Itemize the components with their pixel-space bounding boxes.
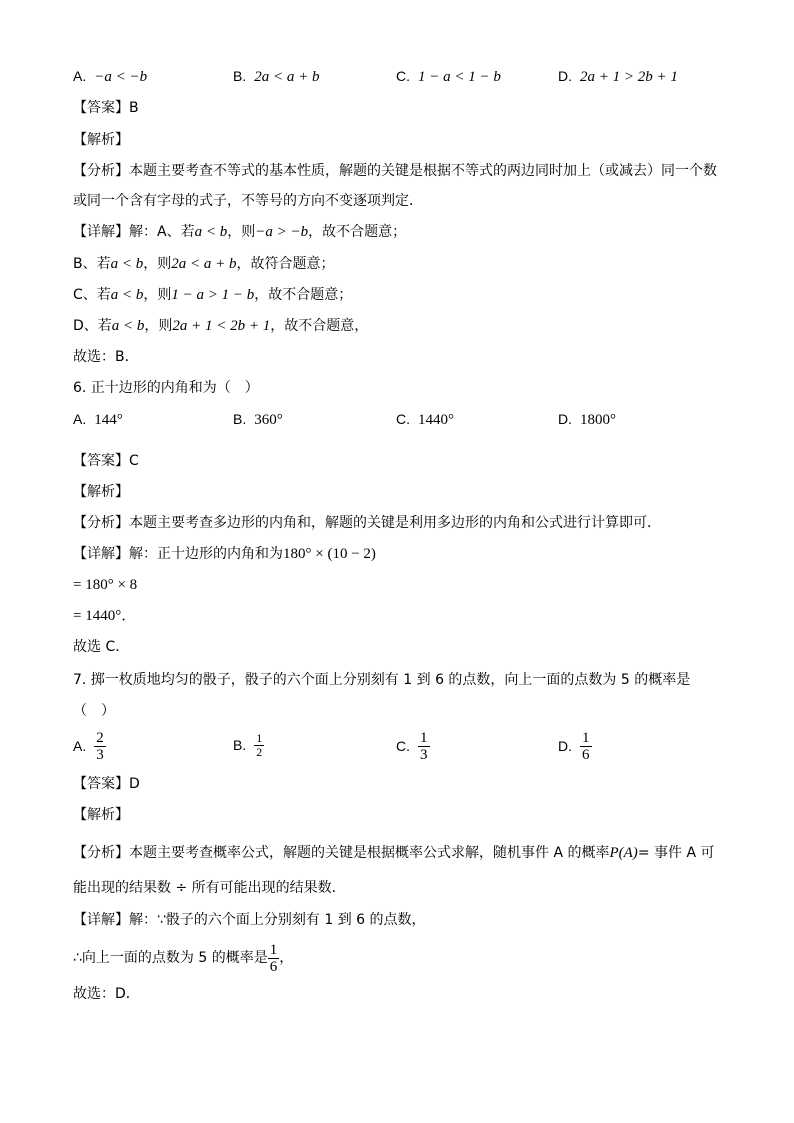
q7-detail-line-1: 【详解】解：∵骰子的六个面上分别刻有 1 到 6 的点数， bbox=[73, 912, 426, 928]
fraction bbox=[268, 942, 280, 975]
numerator: 1 bbox=[420, 730, 428, 746]
q5-detail-c bbox=[73, 285, 352, 305]
fraction bbox=[94, 730, 106, 763]
text: ，则 bbox=[143, 287, 172, 303]
option-label: B. bbox=[233, 411, 247, 427]
numerator: 1 bbox=[256, 731, 263, 745]
option-label: B. bbox=[233, 736, 247, 753]
math: a < b bbox=[110, 256, 144, 272]
denominator: 6 bbox=[582, 747, 590, 763]
fraction bbox=[254, 732, 264, 759]
q7-analysis-line-2: 能出现的结果数 ÷ 所有可能出现的结果数． bbox=[73, 880, 346, 896]
q6-analysis: 【分析】本题主要考查多边形的内角和，解题的关键是利用多边形的内角和公式进行计算即可． bbox=[73, 515, 661, 531]
numerator: 2 bbox=[96, 730, 104, 746]
text: 【详解】解：A、若 bbox=[73, 224, 195, 240]
q6-answer: 【答案】C bbox=[73, 453, 139, 469]
q6-step-1: = 180° × 8 bbox=[73, 577, 138, 593]
q7-stem-line-1: 7. 掷一枚质地均匀的骰子，骰子的六个面上分别刻有 1 到 6 的点数，向上一面的点数为 5 的概率是 bbox=[73, 672, 691, 688]
q5-detail-a bbox=[73, 222, 406, 242]
q7-option-d bbox=[558, 730, 592, 763]
q5-detail-b bbox=[73, 254, 334, 274]
q6-option-a bbox=[73, 409, 123, 430]
denominator: 2 bbox=[256, 745, 263, 759]
text: ，则 bbox=[144, 318, 173, 334]
fraction bbox=[580, 730, 592, 763]
q5-option-d bbox=[558, 66, 678, 87]
q7-stem-line-2: （ ） bbox=[73, 703, 115, 719]
q6-detail bbox=[73, 544, 376, 564]
option-label: A. bbox=[73, 737, 87, 754]
q5-analysis-heading: 【解析】 bbox=[73, 132, 129, 148]
math: 2a + 1 < 2b + 1 bbox=[172, 318, 271, 334]
math: a < b bbox=[110, 287, 144, 303]
numerator: 1 bbox=[269, 941, 278, 958]
option-expr: 2a < a + b bbox=[254, 69, 320, 85]
text: 【分析】本题主要考查概率公式，解题的关键是根据概率公式求解，随机事件 A 的概率 bbox=[73, 845, 610, 861]
q6-option-c bbox=[396, 409, 454, 430]
option-label: A. bbox=[73, 68, 87, 84]
option-label: D. bbox=[558, 411, 572, 427]
math: a < b bbox=[194, 224, 228, 240]
q6-step-2: = 1440°． bbox=[73, 608, 137, 624]
math: 2a < a + b bbox=[171, 256, 237, 272]
q6-option-b bbox=[233, 409, 283, 430]
option-expr: 1 − a < 1 − b bbox=[418, 69, 501, 85]
option-label: C. bbox=[396, 411, 410, 427]
text: ，故不合题意； bbox=[254, 287, 353, 303]
option-expr: 2a + 1 > 2b + 1 bbox=[580, 69, 678, 85]
option-value: 144° bbox=[94, 412, 123, 428]
fraction bbox=[418, 730, 430, 763]
q5-detail-d bbox=[73, 316, 368, 336]
q6-choose: 故选 C． bbox=[73, 639, 130, 655]
q6-analysis-heading: 【解析】 bbox=[73, 484, 129, 500]
math: 180° × (10 − 2) bbox=[283, 546, 376, 562]
option-label: A. bbox=[73, 411, 87, 427]
q5-answer: 【答案】B bbox=[73, 100, 139, 116]
option-label: D. bbox=[558, 68, 572, 84]
option-label: C. bbox=[396, 737, 410, 754]
denominator: 3 bbox=[420, 747, 428, 763]
option-value: 360° bbox=[254, 412, 283, 428]
option-label: D. bbox=[558, 737, 572, 754]
text: ，故符合题意； bbox=[236, 256, 335, 272]
q7-choose: 故选：D． bbox=[73, 986, 140, 1002]
text: = 事件 A 可 bbox=[637, 845, 715, 861]
denominator: 3 bbox=[96, 747, 104, 763]
text: D、若 bbox=[73, 318, 112, 334]
q5-analysis-line-1: 【分析】本题主要考查不等式的基本性质，解题的关键是根据不等式的两边同时加上（或减去）同一个数 bbox=[73, 163, 717, 179]
q7-option-c bbox=[396, 730, 430, 763]
option-label: B. bbox=[233, 68, 247, 84]
text: ， bbox=[279, 950, 294, 966]
q6-option-d bbox=[558, 409, 616, 430]
q5-analysis-line-2: 或同一个含有字母的式子，不等号的方向不变逐项判定． bbox=[73, 193, 423, 209]
text: B、若 bbox=[73, 256, 111, 272]
q7-analysis-heading: 【解析】 bbox=[73, 807, 129, 823]
denominator: 6 bbox=[269, 958, 278, 975]
option-value: 1800° bbox=[580, 412, 616, 428]
option-expr: −a < −b bbox=[94, 69, 148, 85]
math: P(A) bbox=[609, 845, 638, 861]
q7-option-a bbox=[73, 730, 106, 763]
math: 1 − a > 1 − b bbox=[171, 287, 255, 303]
option-label: C. bbox=[396, 68, 410, 84]
math: a < b bbox=[111, 318, 145, 334]
option-value: 1440° bbox=[418, 412, 454, 428]
text: C、若 bbox=[73, 287, 111, 303]
text: ，则 bbox=[227, 224, 256, 240]
text: ∴向上一面的点数为 5 的概率是 bbox=[73, 950, 268, 966]
q6-stem: 6. 正十边形的内角和为（ ） bbox=[73, 380, 259, 396]
q5-option-c bbox=[396, 66, 501, 87]
q5-option-a bbox=[73, 66, 147, 87]
math: −a > −b bbox=[255, 224, 309, 240]
text: ，故不合题意， bbox=[270, 318, 369, 334]
text: ，故不合题意； bbox=[308, 224, 407, 240]
numerator: 1 bbox=[582, 730, 590, 746]
q7-analysis-line-1 bbox=[73, 843, 714, 863]
q7-option-b bbox=[233, 732, 264, 759]
q7-answer: 【答案】D bbox=[73, 776, 140, 792]
text: ，则 bbox=[143, 256, 172, 272]
q7-detail-line-2 bbox=[73, 941, 293, 975]
text: 【详解】解：正十边形的内角和为 bbox=[73, 546, 283, 562]
q5-choose: 故选：B． bbox=[73, 349, 139, 365]
q5-option-b bbox=[233, 66, 319, 87]
